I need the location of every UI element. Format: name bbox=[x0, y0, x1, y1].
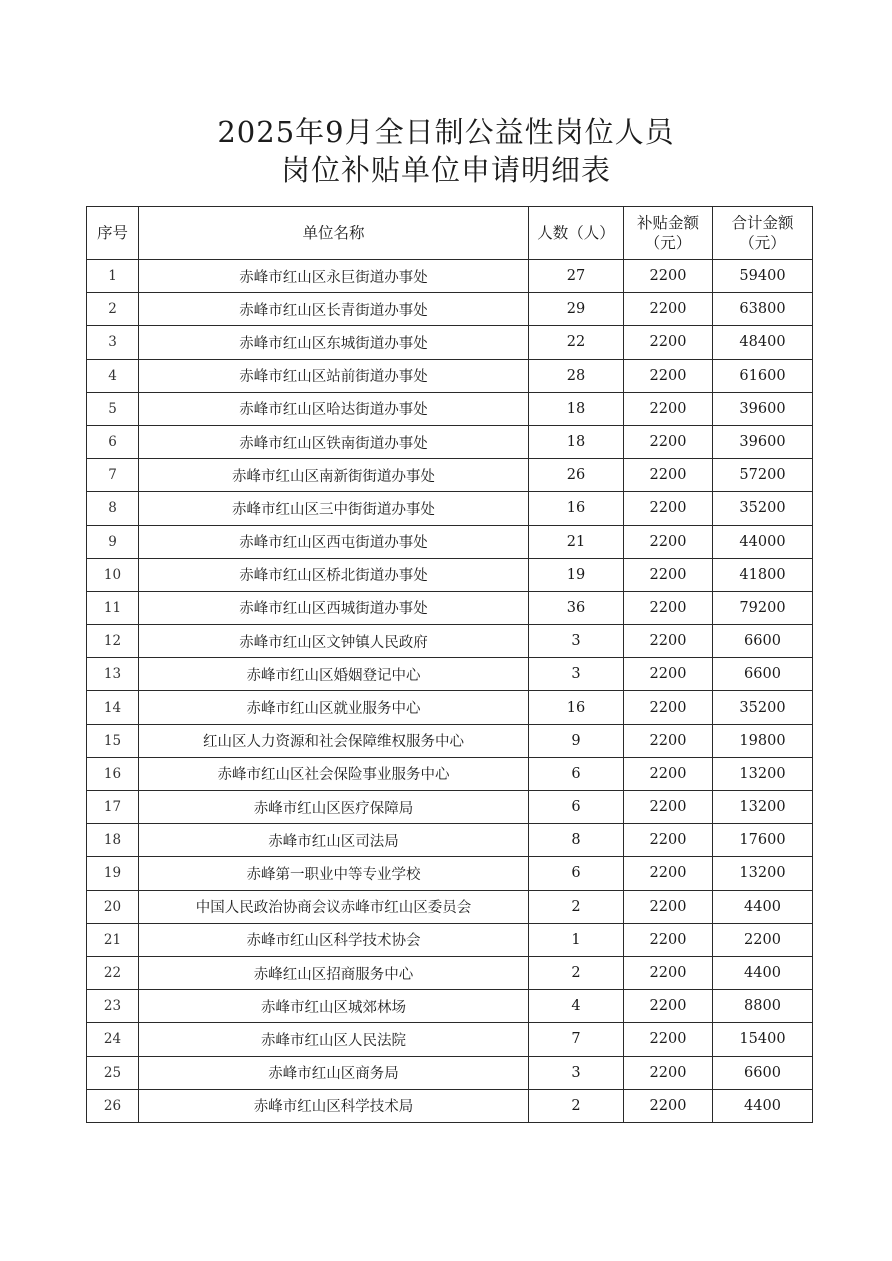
header-subsidy-label: 补贴金额 bbox=[636, 214, 699, 232]
cell-subsidy: 2200 bbox=[624, 956, 713, 989]
cell-subsidy: 2200 bbox=[624, 558, 713, 591]
cell-count: 2 bbox=[529, 890, 624, 923]
header-total bbox=[713, 207, 813, 260]
cell-total: 6600 bbox=[713, 1056, 813, 1089]
cell-subsidy: 2200 bbox=[624, 1023, 713, 1056]
cell-total: 13200 bbox=[713, 757, 813, 790]
cell-count: 3 bbox=[529, 1056, 624, 1089]
table-row bbox=[87, 525, 813, 558]
cell-count: 19 bbox=[529, 558, 624, 591]
cell-count: 6 bbox=[529, 791, 624, 824]
cell-total: 57200 bbox=[713, 459, 813, 492]
cell-subsidy: 2200 bbox=[624, 591, 713, 624]
header-total-unit: （元） bbox=[739, 234, 786, 252]
cell-index: 24 bbox=[87, 1023, 139, 1056]
table-row bbox=[87, 890, 813, 923]
cell-index: 13 bbox=[87, 658, 139, 691]
cell-total: 2200 bbox=[713, 923, 813, 956]
table-row bbox=[87, 1089, 813, 1122]
cell-count: 6 bbox=[529, 757, 624, 790]
cell-index: 2 bbox=[87, 293, 139, 326]
cell-unit-name: 赤峰市红山区人民法院 bbox=[139, 1023, 529, 1056]
cell-total: 44000 bbox=[713, 525, 813, 558]
table-row bbox=[87, 724, 813, 757]
cell-total: 4400 bbox=[713, 890, 813, 923]
cell-unit-name: 赤峰红山区招商服务中心 bbox=[139, 956, 529, 989]
header-total-label: 合计金额 bbox=[731, 214, 794, 232]
cell-count: 27 bbox=[529, 260, 624, 293]
header-count: 人数（人） bbox=[529, 207, 624, 260]
cell-index: 5 bbox=[87, 392, 139, 425]
cell-subsidy: 2200 bbox=[624, 293, 713, 326]
cell-unit-name: 赤峰市红山区三中街街道办事处 bbox=[139, 492, 529, 525]
table-row bbox=[87, 459, 813, 492]
cell-count: 18 bbox=[529, 425, 624, 458]
cell-count: 29 bbox=[529, 293, 624, 326]
table-row bbox=[87, 857, 813, 890]
cell-subsidy: 2200 bbox=[624, 260, 713, 293]
cell-unit-name: 赤峰市红山区科学技术局 bbox=[139, 1089, 529, 1122]
cell-total: 6600 bbox=[713, 658, 813, 691]
table-row bbox=[87, 824, 813, 857]
cell-subsidy: 2200 bbox=[624, 492, 713, 525]
cell-count: 1 bbox=[529, 923, 624, 956]
cell-index: 9 bbox=[87, 525, 139, 558]
cell-subsidy: 2200 bbox=[624, 757, 713, 790]
cell-unit-name: 赤峰市红山区文钟镇人民政府 bbox=[139, 625, 529, 658]
cell-subsidy: 2200 bbox=[624, 890, 713, 923]
cell-count: 22 bbox=[529, 326, 624, 359]
table-row bbox=[87, 658, 813, 691]
cell-count: 16 bbox=[529, 492, 624, 525]
cell-count: 26 bbox=[529, 459, 624, 492]
cell-unit-name: 赤峰市红山区社会保险事业服务中心 bbox=[139, 757, 529, 790]
cell-total: 8800 bbox=[713, 990, 813, 1023]
table-row bbox=[87, 956, 813, 989]
cell-total: 19800 bbox=[713, 724, 813, 757]
cell-total: 17600 bbox=[713, 824, 813, 857]
cell-total: 4400 bbox=[713, 1089, 813, 1122]
cell-index: 18 bbox=[87, 824, 139, 857]
cell-index: 11 bbox=[87, 591, 139, 624]
cell-count: 8 bbox=[529, 824, 624, 857]
table-row bbox=[87, 625, 813, 658]
cell-index: 14 bbox=[87, 691, 139, 724]
cell-unit-name: 赤峰市红山区医疗保障局 bbox=[139, 791, 529, 824]
cell-total: 61600 bbox=[713, 359, 813, 392]
cell-total: 35200 bbox=[713, 492, 813, 525]
cell-index: 7 bbox=[87, 459, 139, 492]
cell-index: 6 bbox=[87, 425, 139, 458]
cell-count: 7 bbox=[529, 1023, 624, 1056]
cell-unit-name: 赤峰市红山区司法局 bbox=[139, 824, 529, 857]
table-row bbox=[87, 591, 813, 624]
cell-unit-name: 赤峰市红山区永巨街道办事处 bbox=[139, 260, 529, 293]
cell-unit-name: 赤峰市红山区就业服务中心 bbox=[139, 691, 529, 724]
cell-unit-name: 赤峰市红山区科学技术协会 bbox=[139, 923, 529, 956]
subsidy-detail-table bbox=[86, 206, 813, 1123]
cell-count: 16 bbox=[529, 691, 624, 724]
cell-count: 2 bbox=[529, 956, 624, 989]
table-row bbox=[87, 757, 813, 790]
cell-unit-name: 赤峰市红山区南新街街道办事处 bbox=[139, 459, 529, 492]
cell-index: 10 bbox=[87, 558, 139, 591]
cell-subsidy: 2200 bbox=[624, 691, 713, 724]
cell-subsidy: 2200 bbox=[624, 326, 713, 359]
cell-total: 48400 bbox=[713, 326, 813, 359]
table-row bbox=[87, 492, 813, 525]
cell-count: 36 bbox=[529, 591, 624, 624]
cell-subsidy: 2200 bbox=[624, 359, 713, 392]
document-title-line-2: 岗位补贴单位申请明细表 bbox=[280, 153, 611, 187]
cell-unit-name: 赤峰市红山区铁南街道办事处 bbox=[139, 425, 529, 458]
cell-index: 20 bbox=[87, 890, 139, 923]
table-row bbox=[87, 990, 813, 1023]
cell-count: 21 bbox=[529, 525, 624, 558]
cell-total: 13200 bbox=[713, 791, 813, 824]
table-row bbox=[87, 326, 813, 359]
table-row bbox=[87, 425, 813, 458]
cell-total: 6600 bbox=[713, 625, 813, 658]
cell-subsidy: 2200 bbox=[624, 1089, 713, 1122]
cell-index: 22 bbox=[87, 956, 139, 989]
cell-unit-name: 赤峰市红山区西城街道办事处 bbox=[139, 591, 529, 624]
table-body bbox=[87, 260, 813, 1123]
cell-index: 3 bbox=[87, 326, 139, 359]
cell-index: 21 bbox=[87, 923, 139, 956]
cell-count: 2 bbox=[529, 1089, 624, 1122]
cell-subsidy: 2200 bbox=[624, 1056, 713, 1089]
cell-subsidy: 2200 bbox=[624, 857, 713, 890]
cell-subsidy: 2200 bbox=[624, 459, 713, 492]
cell-unit-name: 赤峰市红山区西屯街道办事处 bbox=[139, 525, 529, 558]
cell-index: 17 bbox=[87, 791, 139, 824]
cell-index: 4 bbox=[87, 359, 139, 392]
cell-subsidy: 2200 bbox=[624, 824, 713, 857]
cell-index: 8 bbox=[87, 492, 139, 525]
cell-index: 23 bbox=[87, 990, 139, 1023]
cell-unit-name: 赤峰市红山区东城街道办事处 bbox=[139, 326, 529, 359]
cell-total: 41800 bbox=[713, 558, 813, 591]
cell-count: 3 bbox=[529, 625, 624, 658]
cell-unit-name: 赤峰市红山区哈达街道办事处 bbox=[139, 392, 529, 425]
cell-unit-name: 赤峰市红山区城郊林场 bbox=[139, 990, 529, 1023]
cell-index: 16 bbox=[87, 757, 139, 790]
table-row bbox=[87, 1023, 813, 1056]
cell-unit-name: 赤峰第一职业中等专业学校 bbox=[139, 857, 529, 890]
table-row bbox=[87, 558, 813, 591]
cell-total: 59400 bbox=[713, 260, 813, 293]
cell-subsidy: 2200 bbox=[624, 990, 713, 1023]
cell-count: 6 bbox=[529, 857, 624, 890]
cell-subsidy: 2200 bbox=[624, 724, 713, 757]
cell-subsidy: 2200 bbox=[624, 923, 713, 956]
cell-count: 4 bbox=[529, 990, 624, 1023]
table-row bbox=[87, 691, 813, 724]
cell-unit-name: 赤峰市红山区商务局 bbox=[139, 1056, 529, 1089]
cell-unit-name: 中国人民政治协商会议赤峰市红山区委员会 bbox=[139, 890, 529, 923]
cell-total: 35200 bbox=[713, 691, 813, 724]
header-subsidy-unit: （元） bbox=[644, 234, 692, 252]
cell-count: 18 bbox=[529, 392, 624, 425]
cell-subsidy: 2200 bbox=[624, 625, 713, 658]
document-title-line-1: 2025年9月全日制公益性岗位人员 bbox=[217, 115, 675, 149]
table-row bbox=[87, 359, 813, 392]
cell-index: 26 bbox=[87, 1089, 139, 1122]
cell-count: 9 bbox=[529, 724, 624, 757]
cell-total: 63800 bbox=[713, 293, 813, 326]
header-index: 序号 bbox=[87, 207, 139, 260]
cell-subsidy: 2200 bbox=[624, 425, 713, 458]
cell-index: 25 bbox=[87, 1056, 139, 1089]
cell-count: 3 bbox=[529, 658, 624, 691]
table-row bbox=[87, 392, 813, 425]
table-row bbox=[87, 791, 813, 824]
cell-subsidy: 2200 bbox=[624, 392, 713, 425]
table-header-row bbox=[87, 207, 813, 260]
cell-subsidy: 2200 bbox=[624, 791, 713, 824]
table-row bbox=[87, 923, 813, 956]
cell-total: 39600 bbox=[713, 392, 813, 425]
cell-subsidy: 2200 bbox=[624, 658, 713, 691]
header-unit-name: 单位名称 bbox=[139, 207, 529, 260]
cell-unit-name: 赤峰市红山区桥北街道办事处 bbox=[139, 558, 529, 591]
cell-unit-name: 赤峰市红山区婚姻登记中心 bbox=[139, 658, 529, 691]
cell-unit-name: 红山区人力资源和社会保障维权服务中心 bbox=[139, 724, 529, 757]
table-row bbox=[87, 260, 813, 293]
cell-total: 15400 bbox=[713, 1023, 813, 1056]
header-subsidy bbox=[624, 207, 713, 260]
cell-index: 1 bbox=[87, 260, 139, 293]
cell-unit-name: 赤峰市红山区长青街道办事处 bbox=[139, 293, 529, 326]
cell-index: 12 bbox=[87, 625, 139, 658]
cell-total: 13200 bbox=[713, 857, 813, 890]
table-row bbox=[87, 293, 813, 326]
table-row bbox=[87, 1056, 813, 1089]
cell-subsidy: 2200 bbox=[624, 525, 713, 558]
cell-total: 79200 bbox=[713, 591, 813, 624]
cell-total: 39600 bbox=[713, 425, 813, 458]
cell-total: 4400 bbox=[713, 956, 813, 989]
cell-count: 28 bbox=[529, 359, 624, 392]
cell-unit-name: 赤峰市红山区站前街道办事处 bbox=[139, 359, 529, 392]
cell-index: 19 bbox=[87, 857, 139, 890]
cell-index: 15 bbox=[87, 724, 139, 757]
